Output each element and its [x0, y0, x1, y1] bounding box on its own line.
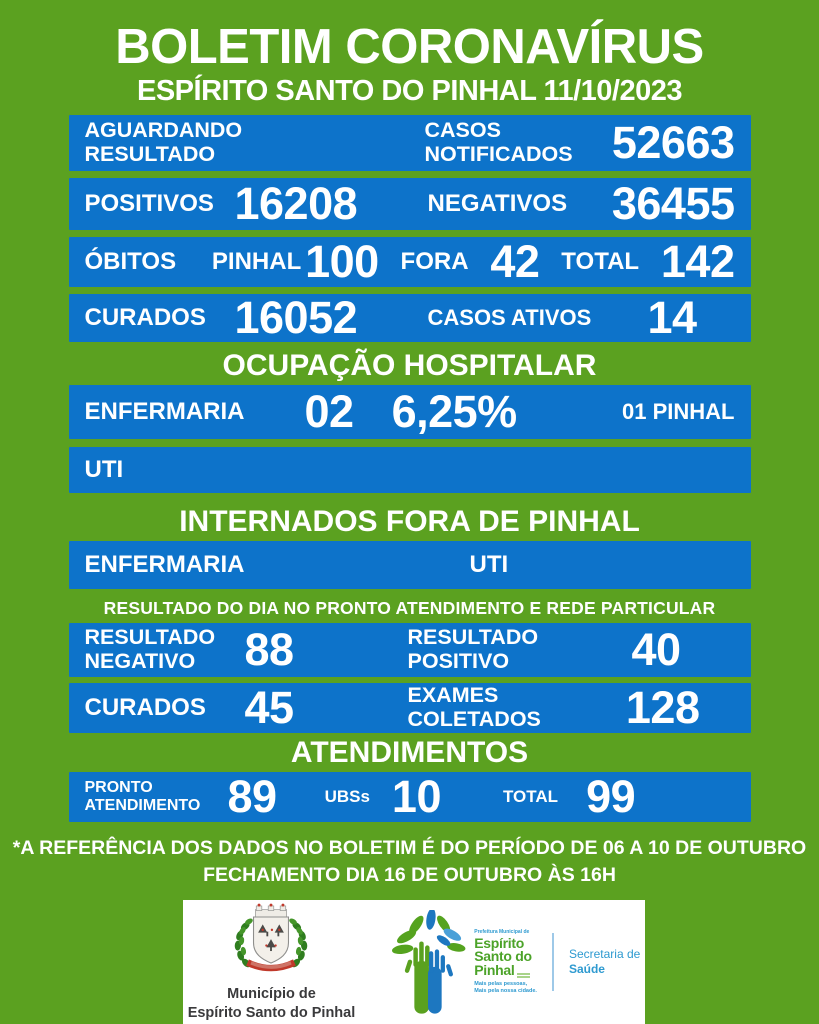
section-title-ocupacao: OCUPAÇÃO HOSPITALAR	[222, 348, 597, 382]
resultado-positivo-line1: RESULTADO	[407, 625, 539, 650]
prefeitura-taglines	[474, 981, 537, 995]
curados-dia-label: CURADOS	[84, 693, 206, 721]
curados-label: CURADOS	[84, 303, 206, 331]
row-ocupacao-uti	[69, 447, 751, 493]
internados-uti-label: UTI	[469, 550, 509, 578]
ocupacao-enfermaria-note: 01 PINHAL	[622, 398, 735, 424]
obitos-total-value: 142	[660, 235, 735, 287]
ubs-value: 10	[391, 770, 441, 822]
positivos-value: 16208	[234, 177, 358, 229]
row-curados-exames	[69, 683, 751, 733]
exames-coletados-value: 128	[625, 681, 700, 733]
ocupacao-uti-label: UTI	[84, 455, 124, 483]
row-curados-ativos	[69, 291, 751, 343]
municipio-crest-icon	[225, 902, 317, 978]
pronto-atendimento-value: 89	[227, 770, 277, 822]
casos-notificados-value: 52663	[611, 116, 735, 168]
section-title-atendimentos: ATENDIMENTOS	[290, 735, 529, 769]
casos-label-line1: CASOS	[424, 118, 501, 143]
prefeitura-pre: Prefeitura Municipal de	[474, 928, 530, 935]
section-title-internados: INTERNADOS FORA DE PINHAL	[179, 504, 640, 538]
prefeitura-text	[474, 930, 537, 995]
pronto-atendimento-label	[85, 779, 220, 815]
row-resultado-neg-pos	[69, 623, 751, 677]
obitos-label: ÓBITOS	[84, 247, 177, 275]
exames-line1: EXAMES	[407, 683, 499, 708]
row-obitos	[69, 237, 751, 287]
resultado-negativo-label	[85, 626, 245, 673]
stats-panel	[69, 115, 751, 822]
casos-ativos-value: 14	[647, 291, 697, 343]
ubs-label: UBSs	[324, 787, 370, 807]
logo-divider	[552, 933, 554, 991]
footer-logo-box	[183, 900, 645, 1024]
resultado-negativo-line2: NEGATIVO	[84, 648, 196, 673]
municipio-logo	[188, 902, 356, 1021]
ocupacao-enfermaria-percent: 6,25%	[391, 385, 517, 437]
negativos-value: 36455	[611, 177, 735, 229]
municipio-line2: Espírito Santo do Pinhal	[187, 1004, 356, 1021]
obitos-fora-label: FORA	[400, 247, 469, 275]
footnote-line1: *A REFERÊNCIA DOS DADOS NO BOLETIM É DO PERÍODO DE 06 A 10 DE OUTUBRO	[12, 836, 807, 859]
resultado-positivo-value: 40	[631, 623, 681, 675]
exames-line2: COLETADOS	[407, 706, 541, 731]
page-title: BOLETIM CORONAVÍRUS	[115, 20, 704, 74]
exames-coletados-label	[408, 684, 541, 731]
prefeitura-logo	[389, 910, 640, 1014]
obitos-total-label: TOTAL	[561, 247, 640, 275]
pronto-line1: PRONTO	[84, 779, 153, 797]
row-ocupacao-enfermaria	[69, 385, 751, 439]
footnote-line2: FECHAMENTO DIA 16 DE OUTUBRO ÀS 16H	[203, 864, 616, 887]
prefeitura-name-line1: Espírito	[474, 934, 524, 951]
page-subtitle: ESPÍRITO SANTO DO PINHAL 11/10/2023	[137, 74, 682, 107]
aguardando-label-line1: AGUARDANDO	[84, 118, 243, 143]
resultado-positivo-line2: POSITIVO	[407, 648, 510, 673]
curados-dia-value: 45	[244, 681, 294, 733]
casos-notificados-label	[425, 119, 573, 166]
section-title-resultado-dia: RESULTADO DO DIA NO PRONTO ATENDIMENTO E REDE PARTICULAR	[103, 597, 716, 618]
casos-label-line2: NOTIFICADOS	[424, 141, 573, 166]
resultado-negativo-value: 88	[244, 623, 294, 675]
total-value: 99	[586, 770, 636, 822]
resultado-negativo-line1: RESULTADO	[84, 625, 216, 650]
aguardando-label-line2: RESULTADO	[84, 141, 216, 166]
ocupacao-enfermaria-value: 02	[304, 385, 354, 437]
prefeitura-name-line2: Santo do	[474, 948, 532, 965]
total-label: TOTAL	[502, 787, 559, 807]
prefeitura-name-line3: Pinhal	[474, 961, 515, 978]
resultado-positivo-label	[408, 626, 539, 673]
casos-ativos-label: CASOS ATIVOS	[427, 304, 592, 330]
row-internados	[69, 541, 751, 589]
negativos-label: NEGATIVOS	[427, 189, 568, 217]
secretaria-line1: Secretaria de	[568, 947, 641, 961]
prefeitura-tagline2: Mais pela nossa cidade.	[474, 987, 537, 994]
header	[0, 0, 819, 108]
tree-hands-icon	[389, 910, 467, 1014]
row-atendimentos	[69, 772, 751, 822]
gestao-mark	[517, 972, 530, 978]
obitos-pinhal-value: 100	[305, 235, 379, 287]
municipio-line1: Município de	[227, 986, 316, 1003]
prefeitura-tagline1: Mais pelas pessoas,	[474, 980, 528, 987]
aguardando-resultado-label	[85, 119, 425, 166]
municipio-caption	[188, 985, 356, 1021]
secretaria-saude	[569, 947, 640, 977]
footnote	[0, 835, 819, 890]
obitos-pinhal-label: PINHAL	[211, 247, 302, 275]
internados-enfermaria-label: ENFERMARIA	[84, 550, 245, 578]
crest-crown	[256, 904, 287, 917]
obitos-fora-value: 42	[490, 235, 540, 287]
positivos-label: POSITIVOS	[84, 189, 214, 217]
pronto-line2: ATENDIMENTO	[84, 796, 201, 814]
row-aguardando-notificados	[69, 115, 751, 171]
ocupacao-enfermaria-label: ENFERMARIA	[84, 397, 245, 425]
secretaria-line2: Saúde	[568, 962, 605, 976]
curados-value: 16052	[234, 291, 358, 343]
row-positivos-negativos	[69, 178, 751, 230]
